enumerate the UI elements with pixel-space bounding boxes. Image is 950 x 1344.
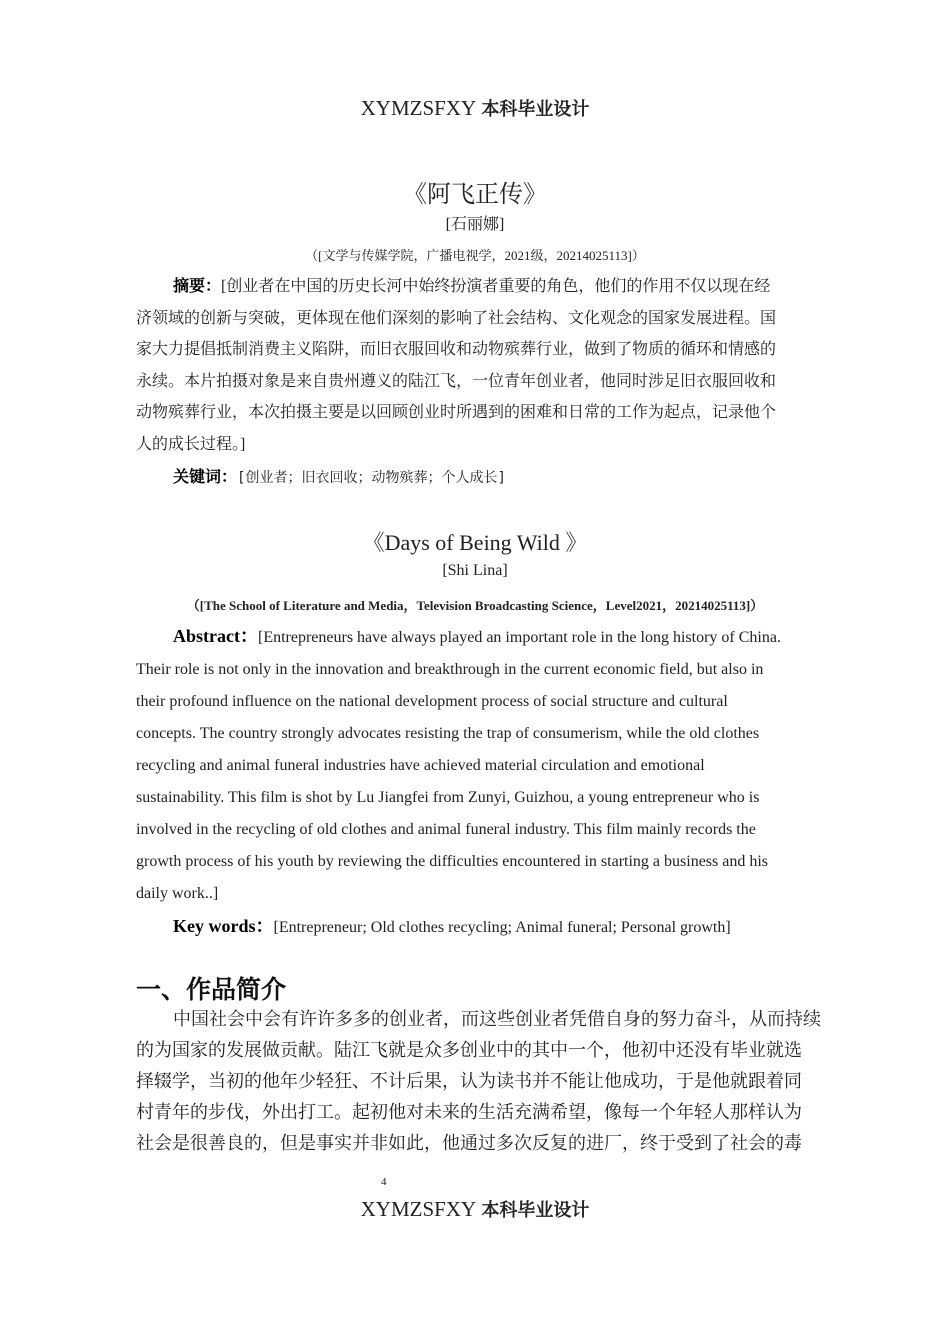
body-line: 中国社会中会有许许多多的创业者，而这些创业者凭借自身的努力奋斗，从而持续: [173, 1009, 821, 1029]
cn-title: 《阿飞正传》: [403, 180, 547, 208]
en-author: [Shi Lina]: [442, 562, 508, 579]
en-keywords: [Entrepreneur; Old clothes recycling; Animal funeral; Personal growth]: [273, 919, 731, 936]
cn-keywords-label: 关键词：: [173, 469, 238, 486]
en-abstract-line: their profound influence on the national development process of social structure and cultural: [136, 693, 728, 710]
en-abstract-line: growth process of his youth by reviewing the difficulties encountered in starting a business and his: [136, 853, 769, 870]
en-abstract-line: [Entrepreneurs have always played an important role in the long history of China.: [257, 629, 781, 646]
body-line: 社会是很善良的，但是事实并非如此，他通过多次反复的进厂，终于受到了社会的毒: [136, 1133, 802, 1153]
page-footer: [0, 1196, 950, 1222]
cn-abstract-line: 人的成长过程。]: [136, 435, 246, 453]
cn-abstract-line: 永续。本片拍摄对象是来自贵州遵义的陆江飞，一位青年创业者，他同时涉足旧衣服回收和: [136, 372, 777, 390]
en-abstract: [136, 620, 781, 944]
en-keywords-label: Key words：: [173, 916, 274, 936]
en-abstract-line: concepts. The country strongly advocates resisting the trap of consumerism, while the old clothes: [136, 725, 760, 742]
en-abstract-line: recycling and animal funeral industries have achieved material circulation and emotional: [136, 757, 705, 774]
page-number: 4: [381, 1176, 387, 1188]
footer-label: 本科毕业设计: [481, 1200, 590, 1221]
page-header: [0, 95, 950, 121]
en-abstract-line: daily work..]: [136, 885, 219, 902]
section-body: [136, 1004, 821, 1159]
en-affiliation: （[The School of Literature and Media，Television Broadcasting Science，Level2021，20214025113]）: [186, 598, 764, 613]
footer-code: XYMZSFXY: [360, 1197, 477, 1221]
en-abstract-line: involved in the recycling of old clothes and animal funeral industry. This film mainly records the: [136, 821, 756, 838]
cn-abstract-line: 动物殡葬行业，本次拍摄主要是以回顾创业时所遇到的困难和日常的工作为起点，记录他个: [136, 404, 777, 421]
en-abstract-line: sustainability. This film is shot by Lu Jiangfei from Zunyi, Guizhou, a young entrepreneur who is: [136, 789, 760, 806]
cn-abstract-line: [创业者在中国的历史长河中始终扮演者重要的角色，他们的作用不仅以现在经: [221, 278, 771, 295]
cn-abstract-label: 摘要：: [173, 278, 222, 295]
cn-keywords: [创业者；旧衣回收；动物殡葬；个人成长]: [237, 470, 506, 486]
cn-affiliation: （[文学与传媒学院，广播电视学，2021级，20214025113]）: [305, 248, 645, 263]
en-abstract-label: Abstract：: [173, 626, 258, 646]
header-code: XYMZSFXY: [360, 96, 477, 120]
en-abstract-line: Their role is not only in the innovation and breakthrough in the current economic field, but also in: [136, 661, 764, 678]
header-label: 本科毕业设计: [481, 99, 590, 120]
body-line: 的为国家的发展做贡献。陆江飞就是众多创业中的其中一个，他初中还没有毕业就选: [136, 1040, 802, 1060]
en-title: 《Days of Being Wild 》: [362, 530, 588, 555]
body-line: 村青年的步伐，外出打工。起初他对未来的生活充满希望，像每一个年轻人那样认为: [136, 1102, 802, 1122]
body-line: 择辍学，当初的他年少轻狂、不计后果，认为读书并不能让他成功，于是他就跟着同: [136, 1071, 802, 1091]
cn-abstract-line: 济领域的创新与突破，更体现在他们深刻的影响了社会结构、文化观念的国家发展进程。国: [136, 309, 777, 327]
section-heading: 一、作品简介: [136, 975, 287, 1004]
cn-author: [石丽娜]: [445, 216, 505, 233]
cn-abstract: [136, 271, 776, 495]
cn-abstract-line: 家大力提倡抵制消费主义陷阱，而旧衣服回收和动物殡葬行业，做到了物质的循环和情感的: [136, 341, 777, 358]
